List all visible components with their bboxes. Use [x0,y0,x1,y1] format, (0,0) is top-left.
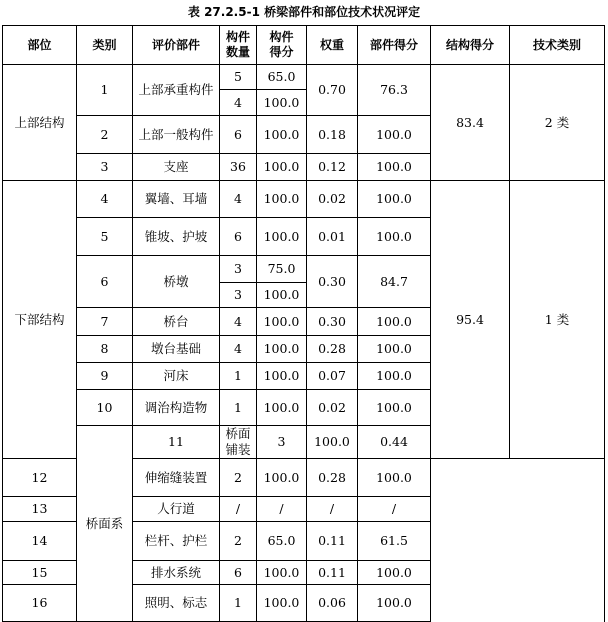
weight: 0.06 [307,585,358,622]
component-count: 2 [220,522,257,561]
component-count: 3 [257,426,307,459]
header-struct-score: 结构得分 [431,26,510,65]
assessment-table [2,25,605,622]
struct-score: 83.4 [431,65,510,181]
category-no: 16 [3,585,77,622]
weight: 0.02 [307,390,358,426]
part-score: 100.0 [358,116,431,154]
header-count-line1: 构件 [225,30,250,44]
weight: 0.11 [307,561,358,585]
weight: 0.44 [358,426,431,459]
category-no: 12 [3,459,77,497]
component-score: 100.0 [257,561,307,585]
header-category: 类别 [77,26,133,65]
category-no: 10 [77,390,133,426]
component-name: 墩台基础 [133,336,220,363]
component-name: 排水系统 [133,561,220,585]
component-score: 100.0 [257,585,307,622]
part-score: 100.0 [358,363,431,390]
part-score: 100.0 [358,336,431,363]
component-score: 100.0 [257,308,307,336]
component-score: 65.0 [257,522,307,561]
component-name: 翼墙、耳墙 [133,181,220,218]
component-score: 100.0 [257,181,307,218]
section-name: 上部结构 [3,65,77,181]
category-no: 5 [77,218,133,256]
part-score: 84.7 [358,256,431,308]
component-count: 4 [220,336,257,363]
component-score: / [257,497,307,522]
part-score: 76.3 [358,65,431,116]
component-name: 照明、标志 [133,585,220,622]
component-name: 伸缩缝装置 [133,459,220,497]
weight: 0.02 [307,181,358,218]
header-component: 评价部件 [133,26,220,65]
component-name: 桥面铺装 [220,426,257,459]
header-score [257,26,307,65]
part-score: 100.0 [358,459,431,497]
component-name: 桥墩 [133,256,220,308]
component-count: 1 [220,363,257,390]
section-name: 桥面系 [77,426,133,622]
header-tech-class: 技术类别 [510,26,605,65]
category-no: 6 [77,256,133,308]
component-name: 调治构造物 [133,390,220,426]
table-row [3,65,605,90]
category-no: 1 [77,65,133,116]
category-no: 8 [77,336,133,363]
component-score: 100.0 [257,283,307,308]
table-row [3,181,605,218]
component-score: 65.0 [257,65,307,90]
table-caption: 表 27.2.5-1 桥梁部件和部位技术状况评定 [187,5,421,19]
weight: 0.07 [307,363,358,390]
header-row [3,26,605,65]
component-count: 5 [220,65,257,90]
component-count: 2 [220,459,257,497]
component-count: 3 [220,283,257,308]
component-count: 6 [220,561,257,585]
part-score: 100.0 [358,308,431,336]
component-score: 100.0 [257,218,307,256]
component-name: 桥台 [133,308,220,336]
weight: 0.28 [307,336,358,363]
component-score: 100.0 [257,459,307,497]
component-name: 上部一般构件 [133,116,220,154]
component-score: 75.0 [257,256,307,283]
part-score: 100.0 [358,154,431,181]
weight: 0.11 [307,522,358,561]
weight: 0.30 [307,308,358,336]
category-no: 15 [3,561,77,585]
struct-score: 95.4 [431,181,510,459]
component-score: 100.0 [257,116,307,154]
component-count: 6 [220,218,257,256]
part-score: 100.0 [358,218,431,256]
category-no: 2 [77,116,133,154]
tech-class: 2 类 [510,65,605,181]
component-name: 栏杆、护栏 [133,522,220,561]
component-name: 支座 [133,154,220,181]
part-score: 100.0 [358,561,431,585]
category-no: 7 [77,308,133,336]
component-score: 100.0 [257,336,307,363]
component-name: 上部承重构件 [133,65,220,116]
weight: 0.18 [307,116,358,154]
header-weight: 权重 [307,26,358,65]
part-score: 100.0 [358,585,431,622]
component-count: 1 [220,390,257,426]
component-count: 1 [220,585,257,622]
component-name: 河床 [133,363,220,390]
category-no: 14 [3,522,77,561]
weight: 0.12 [307,154,358,181]
component-score: 100.0 [307,426,358,459]
category-no: 11 [133,426,220,459]
weight: / [307,497,358,522]
component-score: 100.0 [257,90,307,116]
weight: 0.28 [307,459,358,497]
section-name: 下部结构 [3,181,77,459]
part-score: / [358,497,431,522]
category-no: 3 [77,154,133,181]
component-count: 3 [220,256,257,283]
category-no: 13 [3,497,77,522]
component-count: / [220,497,257,522]
header-position: 部位 [3,26,77,65]
header-count-line2: 数量 [225,45,250,59]
part-score: 100.0 [358,181,431,218]
header-score-line1: 构件 [269,30,294,44]
weight: 0.30 [307,256,358,308]
weight: 0.70 [307,65,358,116]
part-score: 61.5 [358,522,431,561]
category-no: 4 [77,181,133,218]
component-name: 人行道 [133,497,220,522]
part-score: 100.0 [358,390,431,426]
tech-class: 1 类 [510,181,605,459]
header-part-score: 部件得分 [358,26,431,65]
header-score-line2: 得分 [269,45,294,59]
component-score: 100.0 [257,154,307,181]
component-count: 4 [220,90,257,116]
component-count: 4 [220,308,257,336]
weight: 0.01 [307,218,358,256]
component-count: 6 [220,116,257,154]
component-count: 36 [220,154,257,181]
component-score: 100.0 [257,363,307,390]
component-score: 100.0 [257,390,307,426]
component-name: 锥坡、护坡 [133,218,220,256]
header-count [220,26,257,65]
component-count: 4 [220,181,257,218]
category-no: 9 [77,363,133,390]
